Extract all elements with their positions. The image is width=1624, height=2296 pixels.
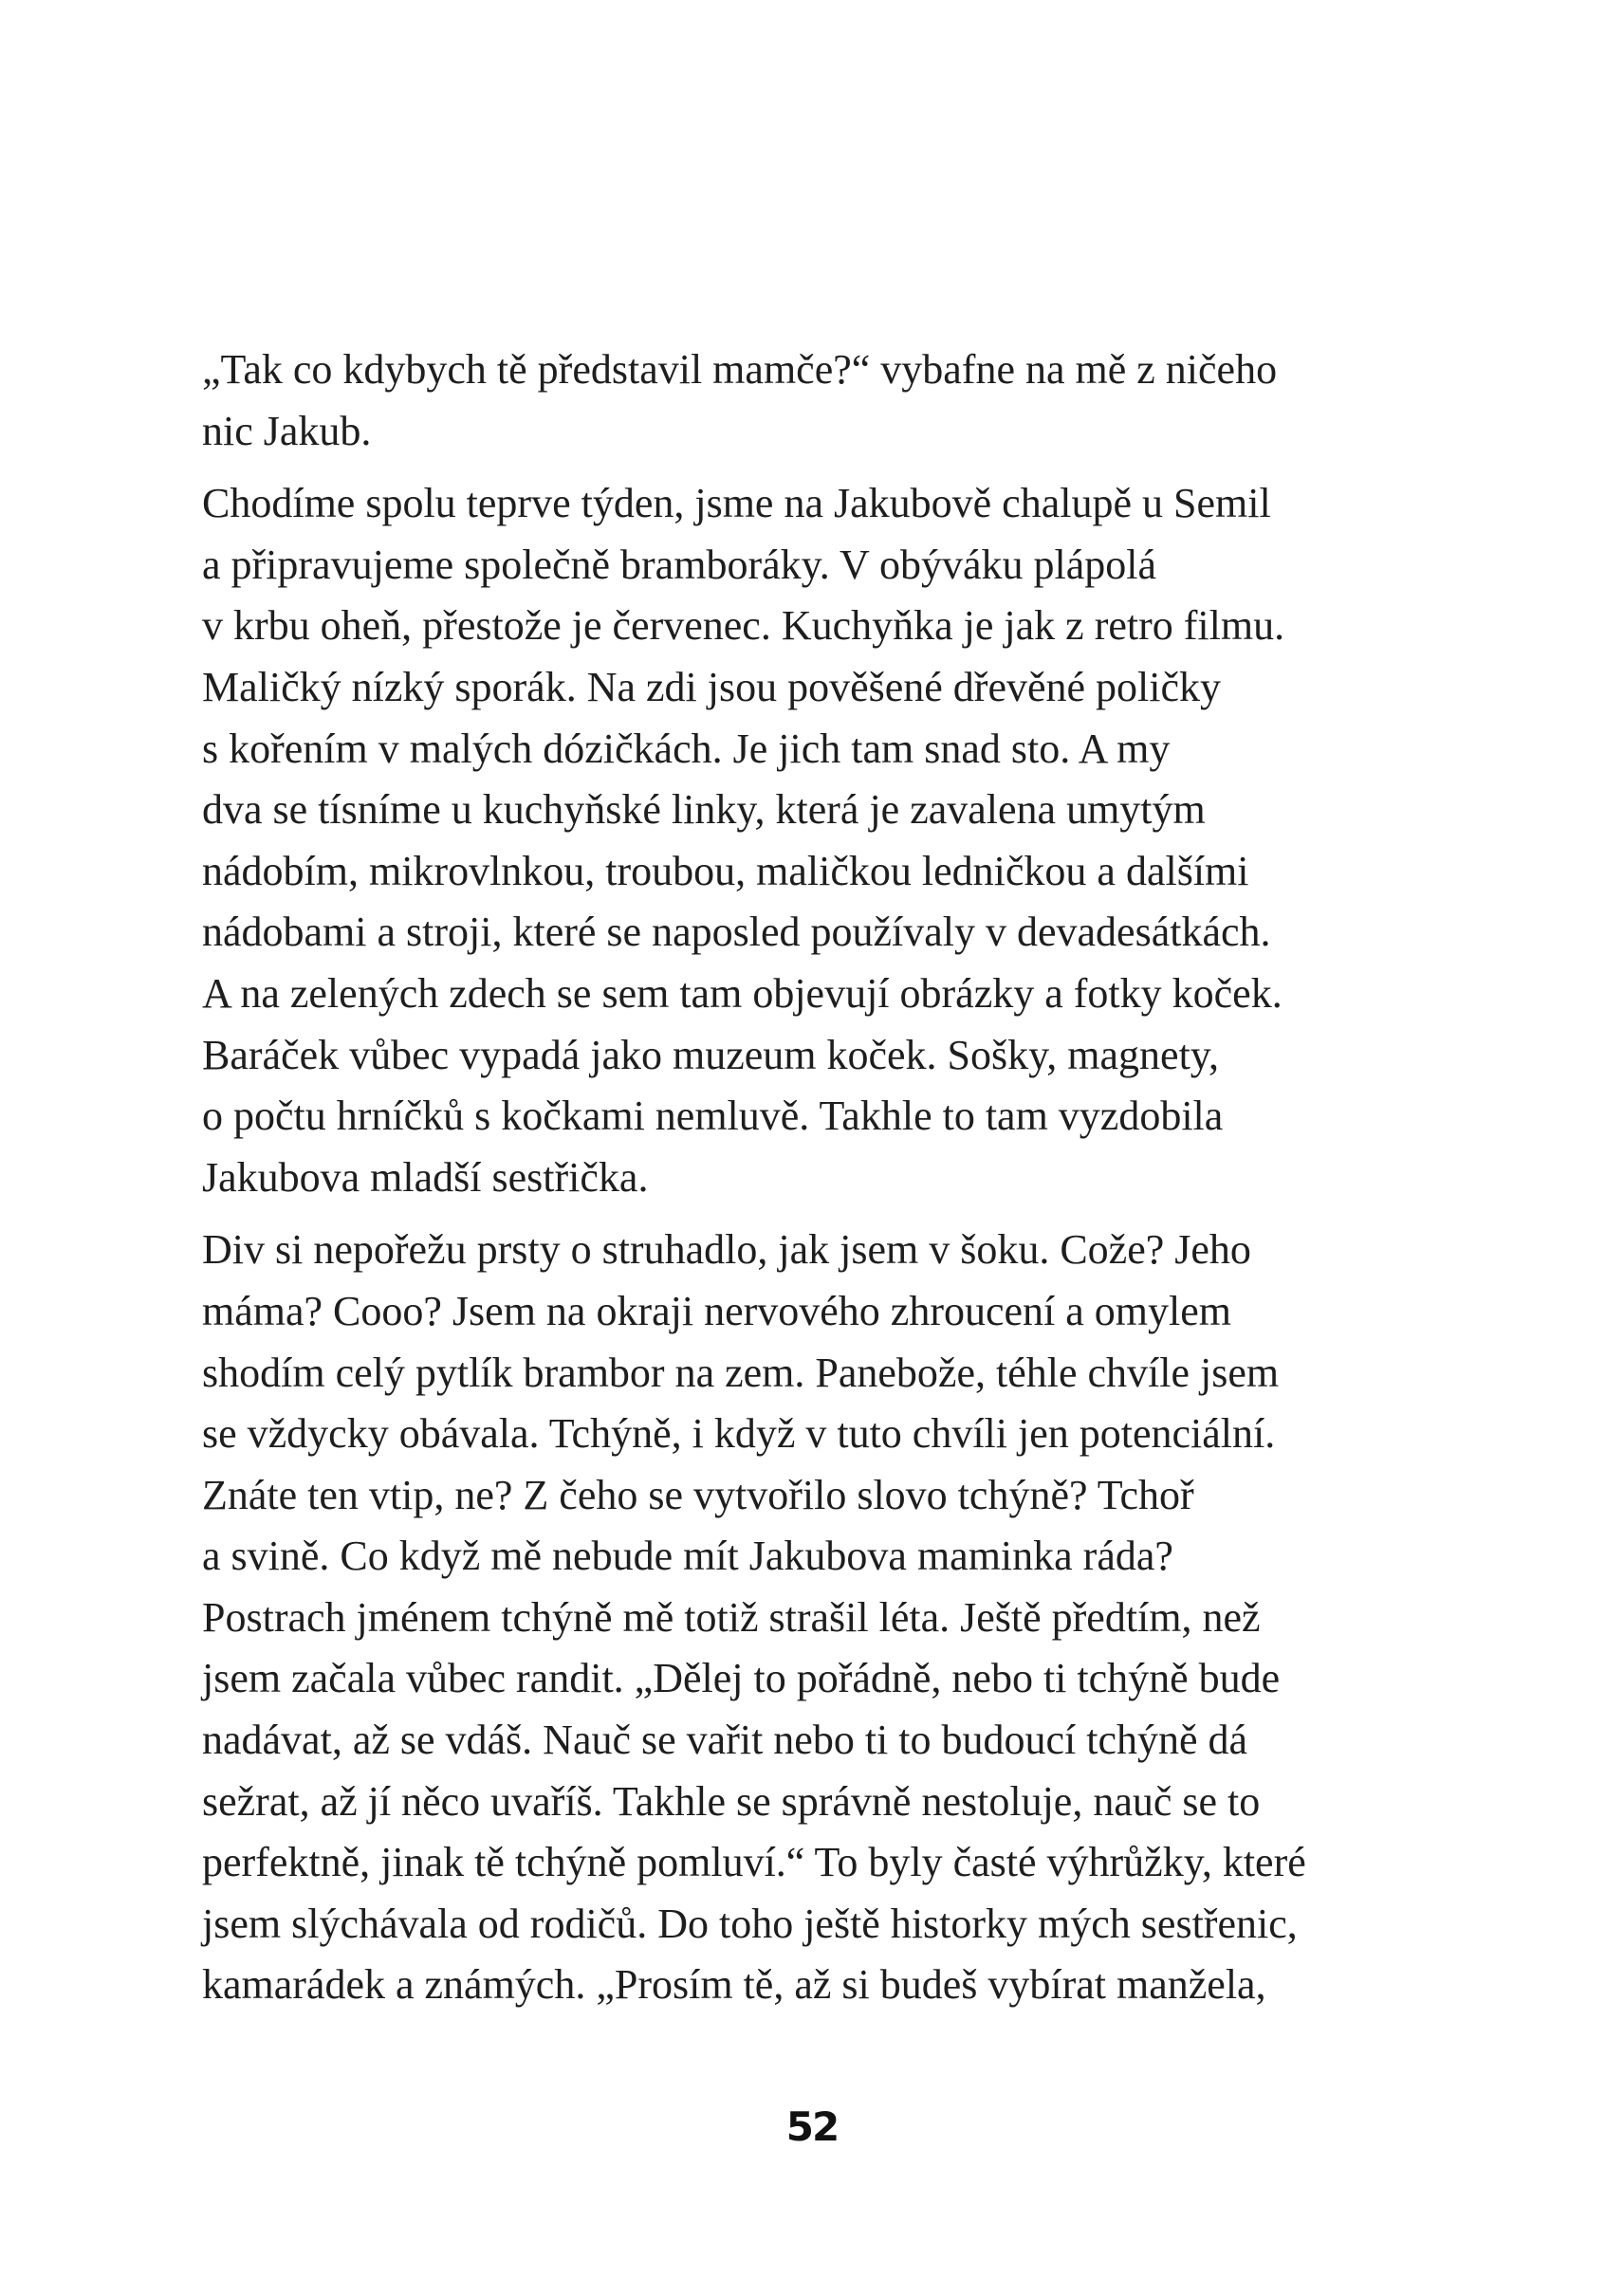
body-text: [202, 340, 1454, 2016]
text-line: perfektně, jinak tě tchýně pomluví.“ To byly časté výhrůžky, které: [202, 1839, 1306, 1886]
text-line: Maličký nízký sporák. Na zdi jsou pověšené dřevěné poličky: [202, 663, 1222, 710]
text-line: jsem slýchávala od rodičů. Do toho ještě historky mých sestřenic,: [202, 1900, 1298, 1947]
text-line: nic Jakub.: [202, 407, 372, 454]
text-line: o počtu hrníčků s kočkami nemluvě. Takhle to tam vyzdobila: [202, 1093, 1224, 1140]
text-line: s kořením v malých dózičkách. Je jich tam snad sto. A my: [202, 725, 1171, 772]
text-line: Baráček vůbec vypadá jako muzeum koček. Sošky, magnety,: [202, 1031, 1219, 1078]
text-line: a svině. Co když mě nebude mít Jakubova maminka ráda?: [202, 1533, 1173, 1580]
text-line: Znáte ten vtip, ne? Z čeho se vytvořilo slovo tchýně? Tchoř: [202, 1471, 1194, 1518]
text-line: Jakubova mladší sestřička.: [202, 1153, 649, 1201]
text-line: „Tak co kdybych tě představil mamče?“ vybafne na mě z ničeho: [202, 346, 1278, 393]
page-number: 52: [785, 2103, 839, 2150]
text-line: kamarádek a známých. „Prosím tě, až si budeš vybírat manžela,: [202, 1961, 1266, 2009]
text-line: shodím celý pytlík brambor na zem. Panebože, téhle chvíle jsem: [202, 1349, 1280, 1396]
text-line: jsem začala vůbec randit. „Dělej to pořádně, nebo ti tchýně bude: [202, 1655, 1281, 1702]
text-line: sežrat, až jí něco uvaříš. Takhle se správně nestoluje, nauč se to: [202, 1777, 1261, 1825]
text-line: nadávat, až se vdáš. Nauč se vařit nebo ti to budoucí tchýně dá: [202, 1717, 1248, 1764]
text-line: nádobami a stroji, které se naposled používaly v devadesátkách.: [202, 909, 1271, 956]
text-line: v krbu oheň, přestože je červenec. Kuchyňka je jak z retro filmu.: [202, 602, 1285, 650]
text-line: dva se tísníme u kuchyňské linky, která je zavalena umytým: [202, 786, 1206, 834]
text-line: A na zelených zdech se sem tam objevují obrázky a fotky koček.: [202, 969, 1283, 1017]
text-line: Postrach jménem tchýně mě totiž strašil léta. Ještě předtím, než: [202, 1593, 1261, 1641]
text-line: se vždycky obávala. Tchýně, i když v tuto chvíli jen potenciální.: [202, 1410, 1276, 1458]
text-line: Div si nepořežu prsty o struhadlo, jak jsem v šoku. Cože? Jeho: [202, 1226, 1251, 1274]
paragraph-3: [202, 1220, 1454, 2016]
paragraph-1: [202, 340, 1454, 462]
text-line: máma? Cooo? Jsem na okraji nervového zhroucení a omylem: [202, 1287, 1231, 1334]
text-line: Chodíme spolu teprve týden, jsme na Jakubově chalupě u Semil: [202, 480, 1271, 527]
text-line: a připravujeme společně bramboráky. V obýváku plápolá: [202, 541, 1156, 588]
paragraph-2: [202, 473, 1454, 1208]
text-line: nádobím, mikrovlnkou, troubou, maličkou ledničkou a dalšími: [202, 847, 1249, 894]
